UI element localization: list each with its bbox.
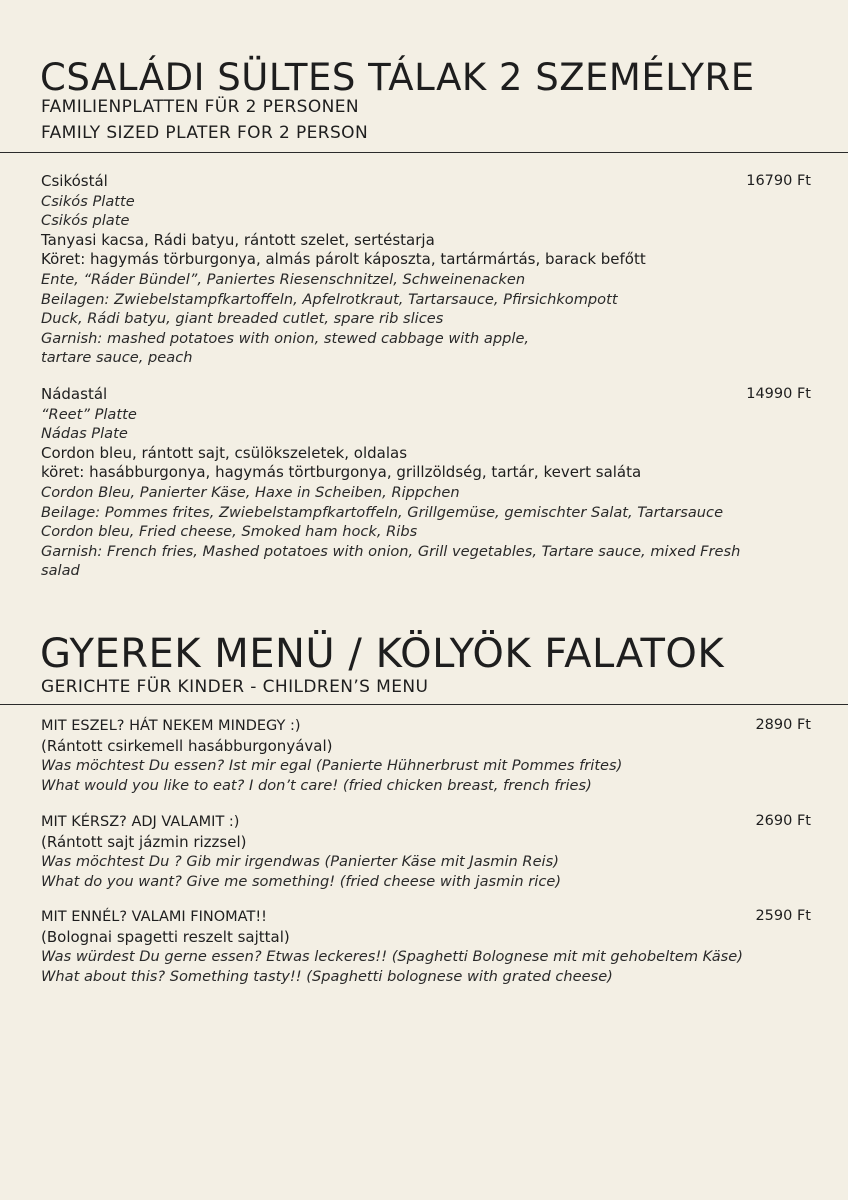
- item-name-en: Nádas Plate: [41, 425, 128, 443]
- item-name: Nádastál: [41, 385, 108, 403]
- menu-item-kids-1: [41, 716, 811, 796]
- item-name-de: Csikós Platte: [41, 192, 135, 210]
- item-description-en: Duck, Rádi batyu, giant breaded cutlet, spare rib slices: [41, 310, 444, 328]
- item-description-en: Garnish: mashed potatoes with onion, stewed cabbage with apple,: [41, 329, 530, 347]
- section-title-family-platters: CSALÁDI SÜLTES TÁLAK 2 SZEMÉLYRE: [40, 56, 755, 99]
- item-description-en: Cordon bleu, Fried cheese, Smoked ham hock, Ribs: [41, 523, 418, 541]
- menu-item-kids-2: [41, 812, 811, 892]
- item-description-en: Garnish: French fries, Mashed potatoes with onion, Grill vegetables, Tartare sauce, mixed Fresh: [41, 542, 741, 560]
- item-description-en: salad: [41, 562, 80, 580]
- item-name: Csikóstál: [41, 172, 108, 190]
- item-description-de: Was möchtest Du ? Gib mir irgendwas (Panierter Käse mit Jasmin Reis): [41, 853, 559, 870]
- section-subtitle-en: FAMILY SIZED PLATER FOR 2 PERSON: [41, 123, 369, 143]
- item-description-hu: Tanyasi kacsa, Rádi batyu, rántott szelet, sertéstarja: [41, 230, 435, 249]
- item-description-de: Cordon Bleu, Panierter Käse, Haxe in Scheiben, Rippchen: [41, 483, 460, 501]
- item-name-de: “Reet” Platte: [41, 405, 137, 423]
- section-divider: [0, 152, 848, 153]
- item-name: MIT ESZEL? HÁT NEKEM MINDEGY :): [41, 718, 301, 734]
- item-name: MIT KÉRSZ? ADJ VALAMIT :): [41, 814, 240, 830]
- item-description-hu: köret: hasábburgonya, hagymás törtburgonya, grillzöldség, tartár, kevert saláta: [41, 463, 642, 482]
- item-description-hu: Köret: hagymás törburgonya, almás párolt káposzta, tartármártás, barack befőtt: [41, 250, 646, 269]
- item-description-hu: (Rántott sajt jázmin rizzsel): [41, 833, 247, 851]
- item-description-en: What about this? Something tasty!! (Spaghetti bolognese with grated cheese): [41, 968, 613, 985]
- section-title-kids-menu: GYEREK MENÜ / KÖLYÖK FALATOK: [40, 631, 725, 677]
- menu-item-csikostal: [41, 172, 811, 368]
- item-description-en: What would you like to eat? I don’t care! (fried chicken breast, french fries): [41, 777, 592, 794]
- item-price: 14990 Ft: [746, 386, 811, 402]
- item-description-hu: (Rántott csirkemell hasábburgonyával): [41, 737, 333, 755]
- section-divider: [0, 704, 848, 705]
- item-price: 2690 Ft: [755, 813, 811, 829]
- menu-item-kids-3: [41, 907, 811, 987]
- item-description-de: Beilage: Pommes frites, Zwiebelstampfkartoffeln, Grillgemüse, gemischter Salat, Tartarsauce: [41, 503, 724, 521]
- item-price: 2590 Ft: [755, 908, 811, 924]
- item-name-en: Csikós plate: [41, 212, 130, 230]
- section-subtitle-de: FAMILIENPLATTEN FÜR 2 PERSONEN: [41, 97, 360, 117]
- item-name: MIT ENNÉL? VALAMI FINOMAT!!: [41, 909, 267, 925]
- item-description-en: What do you want? Give me something! (fried cheese with jasmin rice): [41, 873, 562, 890]
- item-description-hu: Cordon bleu, rántott sajt, csülökszeletek, oldalas: [41, 443, 408, 462]
- item-description-de: Was würdest Du gerne essen? Etwas leckeres!! (Spaghetti Bolognese mit mit gehobeltem Käse): [41, 948, 743, 965]
- item-description-de: Was möchtest Du essen? Ist mir egal (Panierte Hühnerbrust mit Pommes frites): [41, 757, 623, 774]
- item-description-hu: (Bolognai spagetti reszelt sajttal): [41, 928, 290, 946]
- item-price: 16790 Ft: [746, 173, 811, 189]
- section-subtitle: GERICHTE FÜR KINDER - CHILDREN’S MENU: [41, 677, 429, 697]
- item-description-en: tartare sauce, peach: [41, 349, 193, 367]
- item-price: 2890 Ft: [755, 717, 811, 733]
- menu-item-nadastal: [41, 385, 811, 581]
- item-description-de: Ente, “Ráder Bündel”, Paniertes Riesenschnitzel, Schweinenacken: [41, 270, 526, 288]
- item-description-de: Beilagen: Zwiebelstampfkartoffeln, Apfelrotkraut, Tartarsauce, Pfirsichkompott: [41, 290, 618, 308]
